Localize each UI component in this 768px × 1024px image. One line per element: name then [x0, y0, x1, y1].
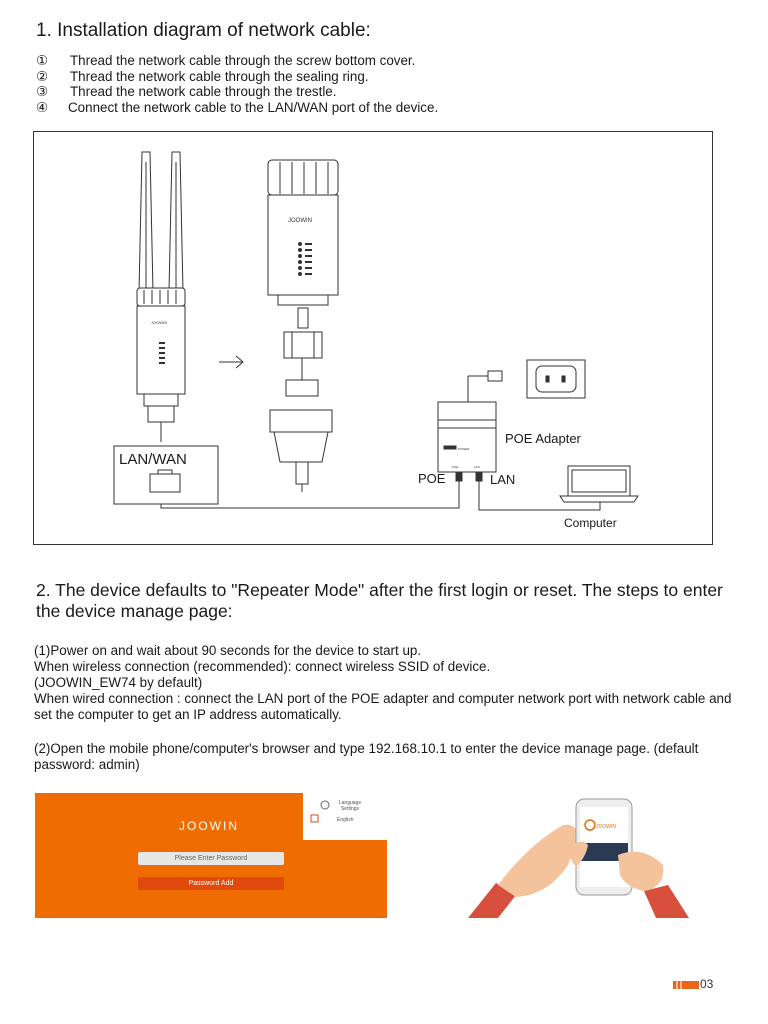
- device-brand-text: JOOWIN: [151, 320, 167, 325]
- phone-in-hands-image: [468, 795, 689, 918]
- computer-label: Computer: [564, 516, 617, 530]
- step-text: Connect the network cable to the LAN/WAN port of the device.: [68, 99, 439, 115]
- checkbox-icon[interactable]: [311, 815, 318, 822]
- install-step: [36, 84, 438, 100]
- installation-diagram: [33, 131, 713, 545]
- arrow-right-icon: [219, 356, 243, 368]
- page-number: 03: [700, 977, 714, 991]
- globe-icon: [321, 801, 329, 809]
- poe-label: POE: [418, 471, 446, 486]
- phone-in-hands-drawing: [468, 795, 689, 918]
- text-line: (JOOWIN_EW74 by default): [34, 675, 203, 690]
- language-option[interactable]: English: [337, 817, 354, 823]
- installation-diagram-drawing: [34, 132, 712, 544]
- section2-heading: 2. The device defaults to "Repeater Mode" after the first login or reset. The steps to enter the device manage page:: [36, 580, 723, 621]
- password-add-button[interactable]: Password Add: [138, 877, 284, 890]
- adapter-power-text: POWER: [458, 447, 470, 451]
- section2-step1: [34, 643, 739, 723]
- password-input[interactable]: Please Enter Password: [138, 852, 284, 865]
- step-text: Thread the network cable through the screw bottom cover.: [70, 53, 416, 68]
- login-page-screenshot: [35, 793, 387, 918]
- step-number: ③: [36, 84, 49, 99]
- text-line: When wired connection : connect the LAN port of the POE adapter and computer network port with network cable and set the computer to get an IP address automatically.: [34, 691, 732, 722]
- lan-wan-label: LAN/WAN: [119, 451, 187, 468]
- step-number: ④: [36, 99, 49, 115]
- login-brand: JOOWIN: [179, 819, 239, 833]
- language-panel: [303, 793, 387, 840]
- step-text: Thread the network cable through the trestle.: [70, 84, 337, 99]
- page-accent-bar: [673, 981, 699, 989]
- install-step: [36, 53, 438, 69]
- device-brand-text: JOOWIN: [288, 218, 312, 224]
- antenna-icon: [139, 152, 183, 292]
- text-line: (1)Power on and wait about 90 seconds for the device to start up.: [34, 643, 422, 658]
- adapter-port-lan: LAN: [474, 465, 480, 469]
- install-step: [36, 100, 438, 116]
- language-title: Language Settings: [338, 800, 362, 812]
- phone-brand: JOOWIN: [596, 824, 616, 830]
- step-number: ②: [36, 68, 49, 84]
- exploded-device-icon: [268, 160, 338, 492]
- lan-label: LAN: [490, 472, 516, 487]
- adapter-port-poe: POE: [452, 465, 459, 469]
- install-steps-list: [36, 53, 438, 115]
- router-device-icon: [137, 288, 185, 442]
- power-outlet-icon: [527, 360, 585, 398]
- install-step: [36, 69, 438, 85]
- poe-adapter-icon: [438, 402, 496, 481]
- step-text: Thread the network cable through the sealing ring.: [70, 68, 369, 84]
- text-line: When wireless connection (recommended): connect wireless SSID of device.: [34, 659, 491, 674]
- poe-adapter-label: POE Adapter: [505, 431, 581, 446]
- step-number: ①: [36, 53, 49, 68]
- laptop-icon: [560, 466, 638, 502]
- section1-heading: 1. Installation diagram of network cable:: [36, 20, 371, 41]
- section2-step2: (2)Open the mobile phone/computer's browser and type 192.168.10.1 to enter the device manage page. (default password: admin): [34, 741, 699, 772]
